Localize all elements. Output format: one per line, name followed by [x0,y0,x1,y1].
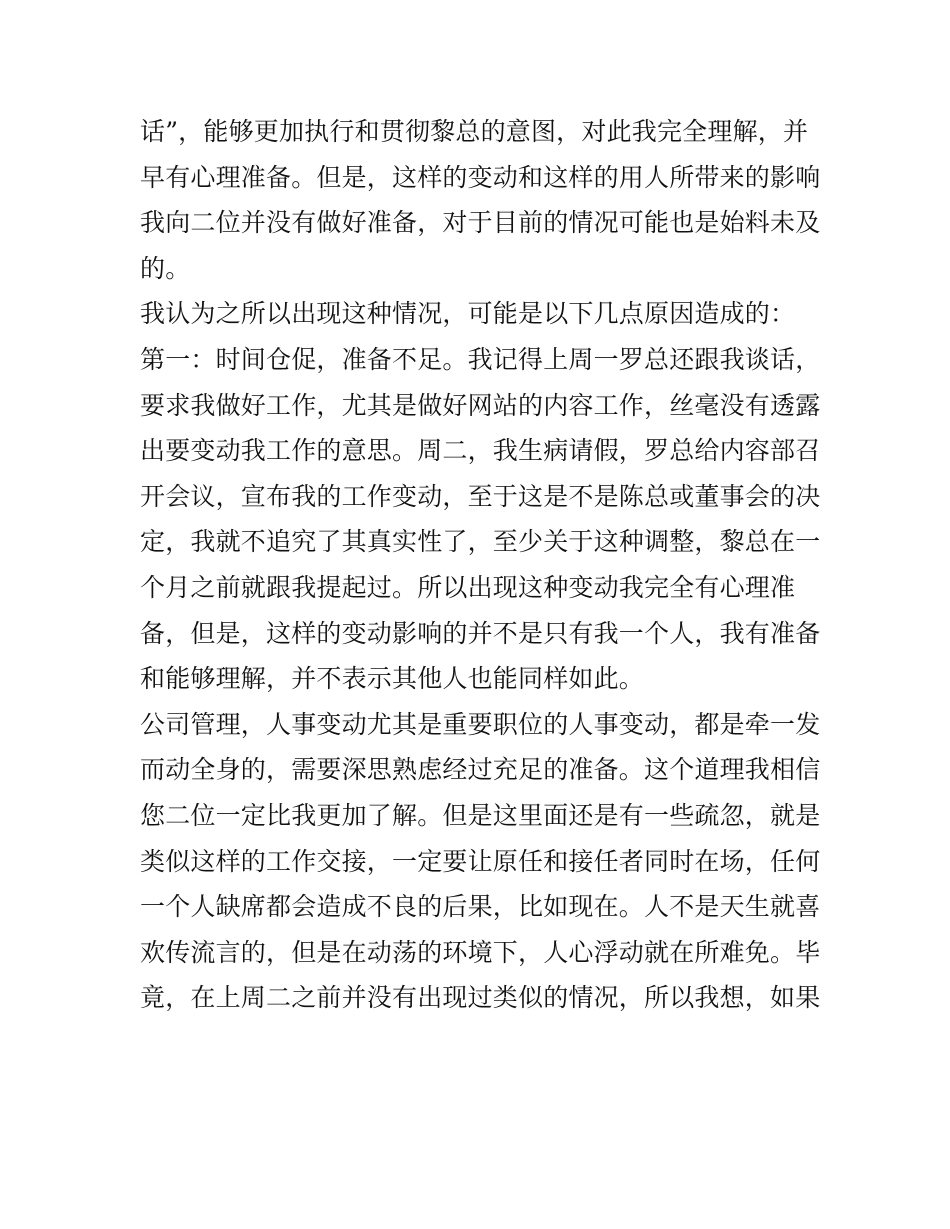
text-line: 个月之前就跟我提起过。所以出现这种变动我完全有心理准 [140,572,796,602]
text-line: 您二位一定比我更加了解。但是这里面还是有一些疏忽，就是 [140,800,820,830]
text-line: 开会议，宣布我的工作变动，至于这是不是陈总或董事会的决 [140,481,820,511]
text-line: 我向二位并没有做好准备，对于目前的情况可能也是始料未及 [140,208,820,238]
text-line: 类似这样的工作交接，一定要让原任和接任者同时在场，任何 [140,846,820,876]
text-line: 竟，在上周二之前并没有出现过类似的情况，所以我想，如果 [140,983,820,1013]
text-line: 要求我做好工作，尤其是做好网站的内容工作，丝毫没有透露 [140,390,820,420]
text-line: 的。 [140,253,191,283]
text-line: 而动全身的，需要深思熟虑经过充足的准备。这个道理我相信 [140,755,820,785]
text-line: 出要变动我工作的意思。周二，我生病请假，罗总给内容部召 [140,436,820,466]
text-line: 备，但是，这样的变动影响的并不是只有我一个人，我有准备 [140,618,820,648]
text-line: 欢传流言的，但是在动荡的环境下，人心浮动就在所难免。毕 [140,937,820,967]
text-line: 公司管理，人事变动尤其是重要职位的人事变动，都是牵一发 [140,709,820,739]
text-line: 话”，能够更加执行和贯彻黎总的意图，对此我完全理解，并 [140,117,809,146]
text-line: 我认为之所以出现这种情况，可能是以下几点原因造成的： [140,299,796,329]
text-line: 和能够理解，并不表示其他人也能同样如此。 [140,664,645,694]
text-line: 定，我就不追究了其真实性了，至少关于这种调整，黎总在一 [140,527,820,557]
document-body-text [140,109,820,1021]
text-line: 一个人缺席都会造成不良的后果，比如现在。人不是天生就喜 [140,892,820,922]
text-line: 早有心理准备。但是，这样的变动和这样的用人所带来的影响 [140,162,820,192]
text-line: 第一：时间仓促，准备不足。我记得上周一罗总还跟我谈话， [140,344,820,374]
